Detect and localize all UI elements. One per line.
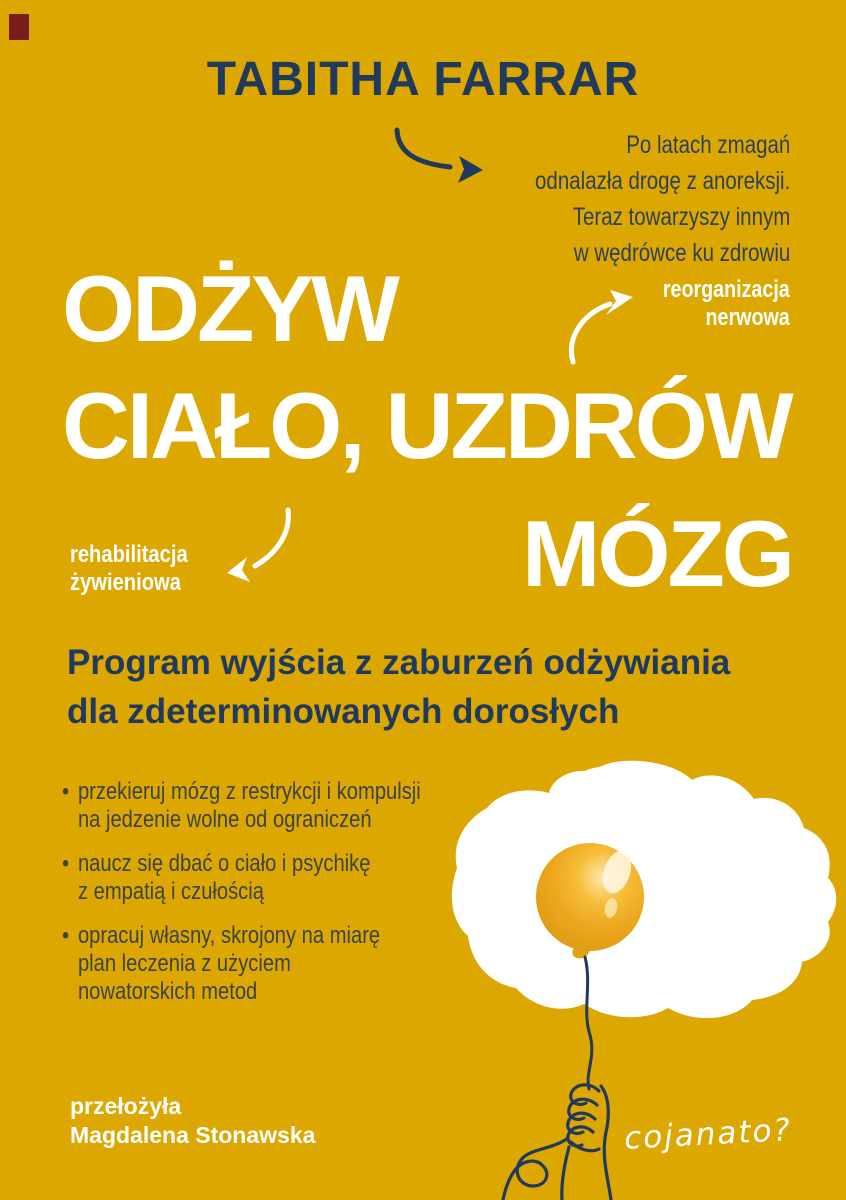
- list-item: [62, 922, 499, 1006]
- bullet-line: nowatorskich metod: [77, 978, 258, 1005]
- subtitle-line: Program wyjścia z zaburzeń odżywiania: [67, 643, 731, 682]
- annotation-line: nerwowa: [705, 304, 790, 331]
- author-name: TABITHA FARRAR: [206, 53, 640, 106]
- translator-line: Magdalena Stonawska: [70, 1122, 316, 1148]
- annotation-rehabilitacja: [70, 541, 188, 597]
- list-item: [62, 778, 499, 834]
- bullet-dot: •: [62, 850, 70, 877]
- hand-line-art: [503, 1085, 611, 1200]
- egg-white-blob: [452, 761, 836, 1018]
- annotation-line: rehabilitacja: [70, 541, 188, 568]
- translator-credit: [70, 1092, 315, 1150]
- subtitle: [67, 638, 730, 736]
- annotation-line: reorganizacja: [663, 276, 790, 303]
- subtitle-line: dla zdeterminowanych dorosłych: [67, 692, 620, 731]
- arrow-down-right-icon: [380, 118, 495, 193]
- main-title-line-1: ODŻYW: [62, 256, 397, 361]
- arrow-up-right-icon: [550, 283, 650, 375]
- bullet-line: opracuj własny, skrojony na miarę: [77, 922, 381, 949]
- bullet-dot: •: [62, 778, 70, 805]
- annotation-reorganizacja: [663, 276, 790, 332]
- feature-bullet-list: [62, 778, 499, 1022]
- main-title-line-3: MÓZG: [522, 501, 792, 606]
- intro-line: odnalazła drogę z anoreksji.: [534, 167, 790, 195]
- corner-color-mark: [9, 14, 29, 40]
- intro-blurb: [535, 127, 790, 271]
- bullet-dot: •: [62, 922, 70, 949]
- bullet-line: plan leczenia z użyciem: [77, 950, 291, 977]
- bullet-line: naucz się dbać o ciało i psychikę: [77, 850, 371, 877]
- main-title-line-2: CIAŁO, UZDRÓW: [62, 373, 791, 478]
- bullet-line: przekieruj mózg z restrykcji i kompulsji: [77, 778, 421, 805]
- publisher-logo: cojanato?: [623, 1112, 793, 1157]
- annotation-line: żywieniowa: [70, 569, 181, 596]
- intro-line: Po latach zmagań: [625, 131, 790, 159]
- intro-line: w wędrówce ku zdrowiu: [573, 239, 790, 267]
- bullet-line: z empatią i czułością: [77, 878, 264, 905]
- arrow-down-left-icon: [213, 498, 303, 590]
- list-item: [62, 850, 499, 906]
- bullet-line: na jedzenie wolne od ograniczeń: [77, 806, 372, 833]
- intro-line: Teraz towarzyszy innym: [572, 203, 790, 231]
- translator-line: przełożyła: [70, 1093, 182, 1119]
